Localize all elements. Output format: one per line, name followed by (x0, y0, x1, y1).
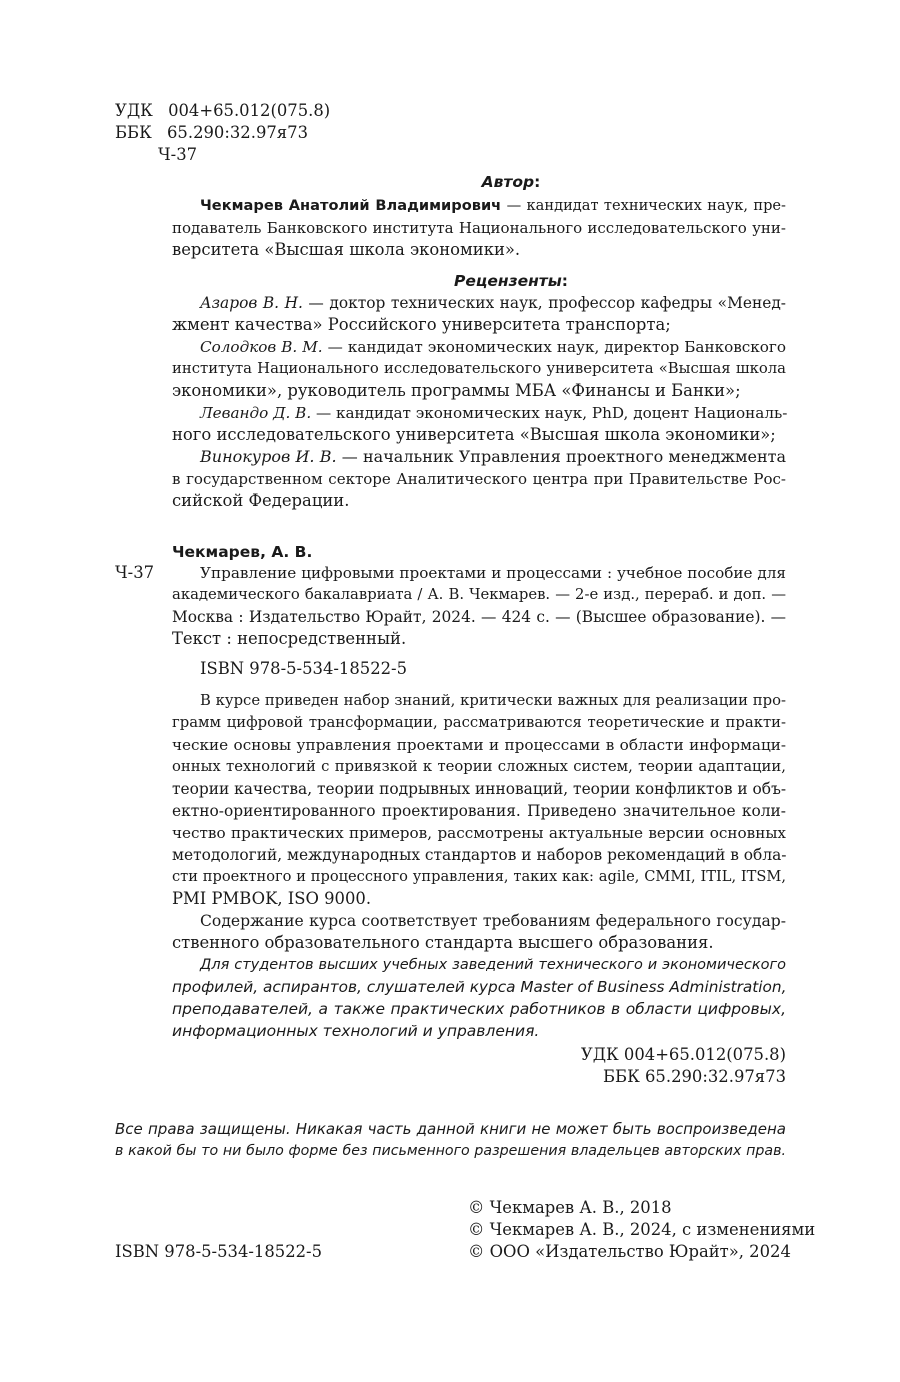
reviewer-4-line-1: Винокуров И. В. — начальник Управления проектного менеджмента (200, 447, 787, 466)
audience-line-4: информационных технологий и управления. (172, 1022, 540, 1040)
bbk-footer: ББК 65.290:32.97я73 (603, 1067, 786, 1086)
reviewer-name: Левандо Д. В. (200, 404, 312, 422)
bbk-value: 65.290:32.97я73 (167, 123, 308, 142)
copyright-line-1: © Чекмарев А. В., 2018 (468, 1198, 672, 1217)
udk-code (115, 101, 330, 121)
author-sign: Ч-37 (158, 145, 198, 164)
reviewer-1-line-2: жмент качества» Российского университета транспорта; (172, 315, 671, 334)
bbk-label: ББК (115, 123, 152, 142)
record-line-2: академического бакалавриата / А. В. Чекмарев. — 2-е изд., перераб. и доп. — (172, 586, 786, 603)
rights-notice-line-2: в какой бы то ни было форме без письменного разрешения владельцев авторских прав. (115, 1143, 786, 1159)
standard-line-1: Содержание курса соответствует требованиям федерального государ- (200, 912, 786, 930)
udk-label: УДК (115, 101, 153, 120)
rights-notice-line-1: Все права защищены. Никакая часть данной книги не может быть воспроизведена (115, 1120, 786, 1138)
udk-value: 004+65.012(075.8) (168, 101, 331, 120)
catalog-sign: Ч-37 (115, 563, 155, 582)
reviewer-2-line-3: экономики», руководитель программы МБА «Финансы и Банки»; (172, 381, 741, 400)
reviewer-2-line-2: института Национального исследовательского университета «Высшая школа (172, 360, 786, 377)
reviewer-name: Азаров В. Н. (200, 294, 303, 312)
author-name: Чекмарев Анатолий Владимирович (200, 197, 502, 214)
copyright-line-3: © ООО «Издательство Юрайт», 2024 (468, 1242, 791, 1261)
reviewer-3-line-2: ного исследовательского университета «Высшая школа экономики»; (172, 425, 776, 444)
bbk-code (115, 123, 308, 143)
record-line-3: Москва : Издательство Юрайт, 2024. — 424 с. — (Высшее образование). — (172, 608, 786, 626)
abstract-line-1: В курсе приведен набор знаний, критически важных для реализации про- (200, 692, 786, 709)
abstract-line-6: ектно-ориентированного проектирования. Приведено значительное коли- (172, 802, 786, 820)
record-line-4: Текст : непосредственный. (172, 629, 407, 648)
abstract-line-3: ческие основы управления проектами и процессами в области информаци- (172, 736, 786, 754)
reviewer-name: Винокуров И. В. (200, 447, 337, 466)
author-line-1: Чекмарев Анатолий Владимирович — кандидат технических наук, пре- (200, 197, 786, 214)
abstract-line-7: чество практических примеров, рассмотрены актуальные версии основных (172, 824, 786, 842)
abstract-line-8: методологий, международных стандартов и наборов рекомендаций в обла- (172, 846, 787, 864)
author-line-3: верситета «Высшая школа экономики». (172, 240, 521, 259)
reviewer-4-line-3: сийской Федерации. (172, 491, 350, 510)
copyright-line-2: © Чекмарев А. В., 2024, с изменениями (468, 1220, 816, 1239)
abstract-line-2: грамм цифровой трансформации, рассматриваются теоретические и практи- (172, 714, 786, 731)
reviewer-3-line-1: Левандо Д. В. — кандидат экономических наук, PhD, доцент Националь- (200, 404, 788, 422)
standard-line-2: ственного образовательного стандарта высшего образования. (172, 933, 714, 952)
abstract-line-10: PMI PMBOK, ISO 9000. (172, 889, 372, 908)
udk-footer: УДК 004+65.012(075.8) (580, 1045, 786, 1064)
author-line-2: подаватель Банковского института Национального исследовательского уни- (172, 219, 786, 237)
audience-line-2: профилей, аспирантов, слушателей курса Master of Business Administration, (172, 978, 787, 996)
reviewer-1-line-1: Азаров В. Н. — доктор технических наук, профессор кафедры «Менед- (200, 294, 787, 312)
reviewer-2-line-1: Солодков В. М. — кандидат экономических наук, директор Банковского (200, 338, 787, 356)
audience-line-3: преподавателей, а также практических работников в области цифровых, (172, 1000, 786, 1018)
catalog-author-heading: Чекмарев, А. В. (172, 543, 313, 561)
copyright-isbn: ISBN 978-5-534-18522-5 (115, 1242, 323, 1261)
abstract-line-5: теории качества, теории подрывных инноваций, теории конфликтов и объ- (172, 780, 787, 798)
catalog-isbn: ISBN 978-5-534-18522-5 (200, 659, 408, 678)
reviewers-heading: Рецензенты: (453, 272, 568, 290)
record-line-1: Управление цифровыми проектами и процессами : учебное пособие для (200, 564, 786, 582)
abstract-line-9: сти проектного и процессного управления, таких как: agile, CMMI, ITIL, ITSM, (172, 868, 786, 885)
audience-line-1: Для студентов высших учебных заведений технического и экономического (200, 957, 786, 973)
author-heading: Автор: (481, 173, 541, 191)
reviewer-name: Солодков В. М. (200, 338, 323, 356)
reviewer-4-line-2: в государственном секторе Аналитического центра при Правительстве Рос- (172, 470, 786, 488)
abstract-line-4: онных технологий с привязкой к теории сложных систем, теории адаптации, (172, 758, 786, 775)
